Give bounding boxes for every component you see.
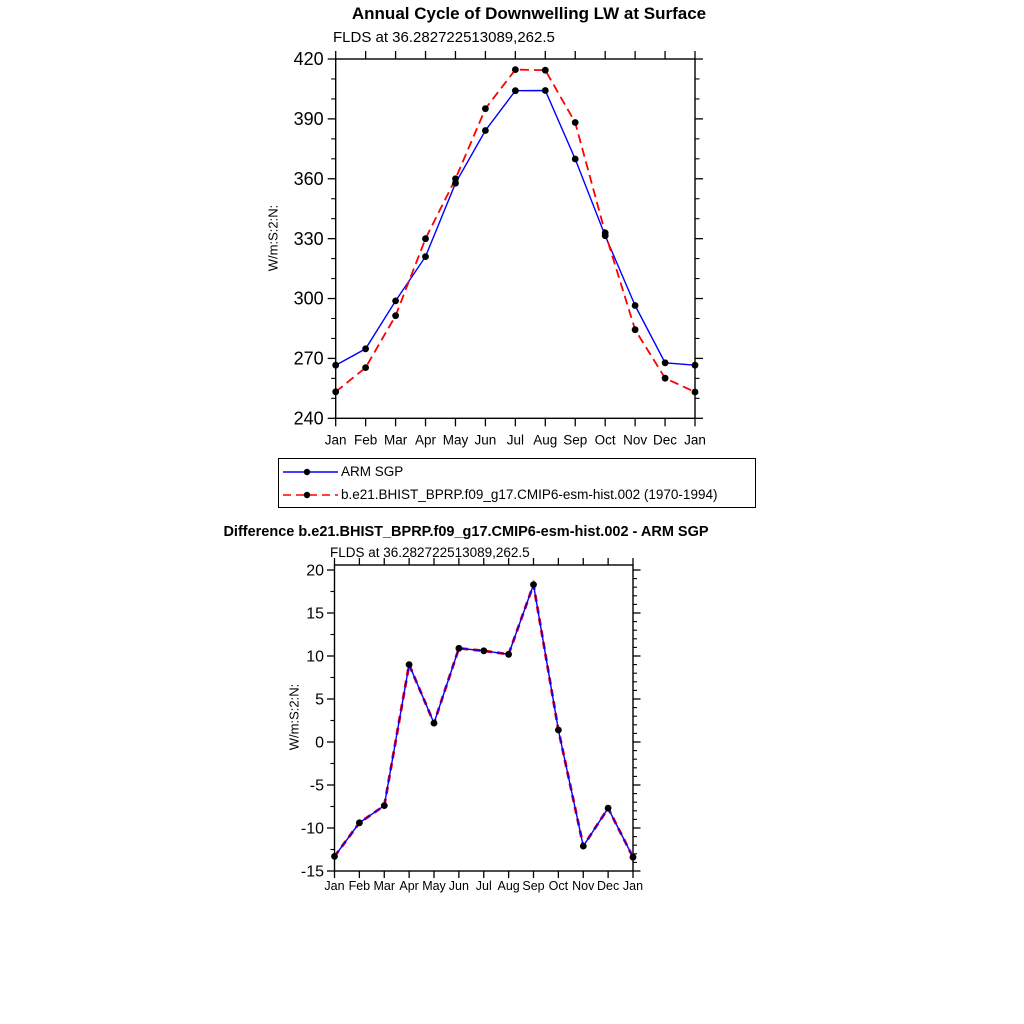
series-line-underlay xyxy=(335,585,634,858)
legend-entry-model xyxy=(282,484,755,506)
x-axis-month-label: Feb xyxy=(348,879,371,893)
x-axis-month-label: Mar xyxy=(373,879,396,893)
top-chart-title: Annual Cycle of Downwelling LW at Surface xyxy=(351,4,707,23)
legend-marker-dot-icon xyxy=(304,468,310,474)
top-chart-y-axis-label: W/m:S:2:N: xyxy=(265,204,281,272)
data-point-marker xyxy=(605,805,612,812)
x-axis-month-label: Sep xyxy=(563,432,588,448)
y-axis-tick-label: 0 xyxy=(315,734,324,752)
series-line xyxy=(336,91,695,366)
y-axis-tick-label: 5 xyxy=(315,691,324,709)
y-axis-tick-label: -15 xyxy=(300,863,324,881)
y-axis-tick-label: 390 xyxy=(293,109,324,130)
data-point-marker xyxy=(662,375,669,382)
data-point-marker xyxy=(632,302,639,309)
legend-line-sample-dashed xyxy=(282,489,339,501)
legend-marker-dot-icon xyxy=(304,491,310,497)
x-axis-month-label: Jul xyxy=(506,432,524,448)
x-axis-month-label: May xyxy=(422,879,446,893)
legend-box xyxy=(278,458,756,508)
data-point-marker xyxy=(542,87,549,94)
x-axis-month-label: Apr xyxy=(399,879,419,893)
axis-frame xyxy=(335,565,634,871)
data-point-marker xyxy=(452,175,459,182)
data-point-marker xyxy=(392,312,399,319)
x-axis-month-label: Aug xyxy=(533,432,558,448)
data-point-marker xyxy=(630,854,637,861)
data-point-marker xyxy=(572,119,579,126)
x-axis-month-label: May xyxy=(442,432,469,448)
data-point-marker xyxy=(480,647,487,654)
data-point-marker xyxy=(632,326,639,333)
x-axis-month-label: Nov xyxy=(623,432,648,448)
legend-label-arm-sgp: ARM SGP xyxy=(341,464,404,479)
y-axis-tick-label: 360 xyxy=(293,168,324,189)
x-axis-month-label: Mar xyxy=(383,432,408,448)
x-axis-month-label: Dec xyxy=(597,879,620,893)
x-axis-month-label: Nov xyxy=(572,879,595,893)
series-line xyxy=(336,70,695,392)
data-point-marker xyxy=(332,362,339,369)
x-axis-month-label: Oct xyxy=(594,432,616,448)
y-axis-tick-label: 20 xyxy=(306,562,324,580)
data-point-marker xyxy=(530,581,537,588)
data-point-marker xyxy=(482,127,489,134)
bottom-chart-subtitle: FLDS at 36.282722513089,262.5 xyxy=(330,545,530,560)
y-axis-tick-label: 15 xyxy=(306,605,324,623)
data-point-marker xyxy=(482,105,489,112)
data-point-marker xyxy=(572,156,579,163)
x-axis-month-label: Apr xyxy=(415,432,437,448)
data-point-marker xyxy=(422,235,429,242)
data-point-marker xyxy=(692,389,699,396)
data-point-marker xyxy=(505,651,512,658)
x-axis-month-label: Jul xyxy=(475,879,492,893)
x-axis-month-label: Jan xyxy=(324,432,347,448)
y-axis-tick-label: 330 xyxy=(293,228,324,249)
x-axis-month-label: Dec xyxy=(653,432,678,448)
data-point-marker xyxy=(512,66,519,73)
x-axis-month-label: Oct xyxy=(548,879,569,893)
bottom-chart-title: Difference b.e21.BHIST_BPRP.f09_g17.CMIP6-esm-hist.002 - ARM SGP xyxy=(223,524,709,540)
data-point-marker xyxy=(362,364,369,371)
bottom-chart-y-axis-label: W/m:S:2:N: xyxy=(286,683,302,751)
data-point-marker xyxy=(362,345,369,352)
data-point-marker xyxy=(332,388,339,395)
x-axis-month-label: Sep xyxy=(522,879,545,893)
y-axis-tick-label: 10 xyxy=(306,648,324,666)
y-axis-tick-label: 240 xyxy=(293,408,324,429)
legend-line-sample-solid xyxy=(282,466,339,478)
data-point-marker xyxy=(580,843,587,850)
x-axis-month-label: Aug xyxy=(497,879,520,893)
x-axis-month-label: Jan xyxy=(684,432,706,448)
x-axis-month-label: Jun xyxy=(448,879,469,893)
data-point-marker xyxy=(392,298,399,305)
data-point-marker xyxy=(356,819,363,826)
data-point-marker xyxy=(431,720,438,727)
y-axis-tick-label: -5 xyxy=(309,777,324,795)
data-point-marker xyxy=(662,359,669,366)
legend-entry-arm-sgp xyxy=(282,461,755,483)
data-point-marker xyxy=(331,853,338,860)
legend-label-model: b.e21.BHIST_BPRP.f09_g17.CMIP6-esm-hist.002 (1970-1994) xyxy=(341,487,718,502)
y-axis-tick-label: 300 xyxy=(293,288,324,309)
data-point-marker xyxy=(381,802,388,809)
data-point-marker xyxy=(692,362,699,369)
x-axis-month-label: Feb xyxy=(354,432,378,448)
data-point-marker xyxy=(555,727,562,734)
data-point-marker xyxy=(512,87,519,94)
y-axis-tick-label: -10 xyxy=(300,820,324,838)
axis-frame xyxy=(336,59,695,418)
y-axis-tick-label: 270 xyxy=(293,348,324,369)
y-axis-tick-label: 420 xyxy=(293,49,324,70)
top-chart-subtitle: FLDS at 36.282722513089,262.5 xyxy=(333,29,555,46)
x-axis-month-label: Jan xyxy=(324,879,345,893)
x-axis-month-label: Jan xyxy=(622,879,644,893)
series-line xyxy=(335,585,634,858)
x-axis-month-label: Jun xyxy=(474,432,497,448)
data-point-marker xyxy=(456,645,463,652)
data-point-marker xyxy=(542,67,549,74)
data-point-marker xyxy=(406,661,413,668)
data-point-marker xyxy=(422,253,429,260)
data-point-marker xyxy=(602,230,609,237)
